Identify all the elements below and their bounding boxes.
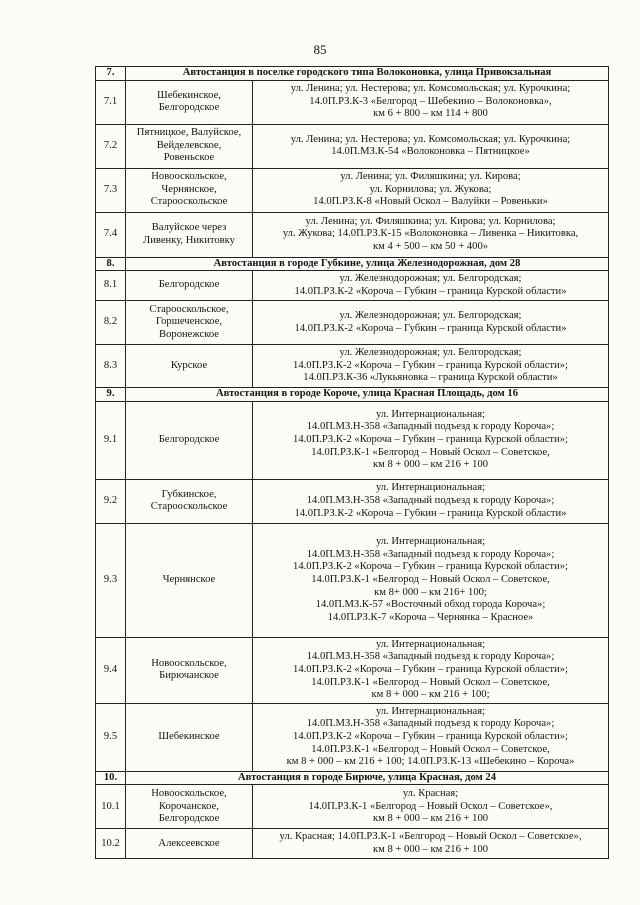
direction-cell <box>126 212 253 257</box>
route-line: ул. Железнодорожная; ул. Белгородская; <box>339 310 522 322</box>
direction-line: Алексеевское <box>158 837 220 849</box>
route-line: 14.0П.РЗ.К-1 «Белгород – Новый Оскол – Советское, <box>311 676 550 688</box>
direction-cell <box>126 271 253 301</box>
section-title: Автостанция в городе Короче, улица Красная Площадь, дом 16 <box>126 388 609 402</box>
direction-line: Шебекинское <box>158 730 220 742</box>
route-cell <box>253 703 609 771</box>
route-line: км 4 + 500 – км 50 + 400» <box>372 240 489 252</box>
route-line: ул. Корнилова; ул. Жукова; <box>369 183 492 195</box>
route-line: 14.0П.МЗ.К-54 «Волоконовка – Пятницкое» <box>331 146 530 158</box>
route-line: км 6 + 800 – км 114 + 800 <box>373 108 488 120</box>
row-number: 9.1 <box>96 401 126 479</box>
section-title: Автостанция в городе Бирюче, улица Красная, дом 24 <box>126 771 609 785</box>
direction-line: Чернянское, <box>161 183 217 195</box>
section-row <box>96 771 609 785</box>
route-line: ул. Ленина; ул. Филяшкина; ул. Кирова; ул. Корнилова; <box>305 215 556 227</box>
section-row <box>96 67 609 81</box>
row-number: 7.1 <box>96 80 126 124</box>
route-cell <box>253 271 609 301</box>
route-cell <box>253 124 609 168</box>
route-line: км 8 + 000 – км 216 + 100 <box>372 843 489 855</box>
direction-line: Бирючанское <box>159 670 219 682</box>
table-row <box>96 523 609 637</box>
direction-line: Валуйское через <box>151 222 227 233</box>
section-row <box>96 388 609 402</box>
row-number: 9.2 <box>96 479 126 523</box>
route-line: 14.0П.МЗ.Н-358 «Западный подъезд к городу Короча»; <box>306 651 555 663</box>
route-cell <box>253 212 609 257</box>
row-number: 10.1 <box>96 785 126 829</box>
route-line: 14.0П.РЗ.К-2 «Короча – Губкин – граница Курской области» <box>294 507 567 519</box>
route-line: 14.0П.РЗ.К-1 «Белгород – Новый Оскол – Советское, <box>311 573 550 585</box>
route-line: ул. Красная; <box>402 787 459 799</box>
route-line: ул. Жукова; 14.0П.РЗ.К-15 «Волоконовка – Ливенка – Никитовка, <box>282 228 579 240</box>
route-line: 14.0П.РЗ.К-2 «Короча – Губкин – граница Курской области»; <box>293 730 568 742</box>
section-title: Автостанция в поселке городского типа Волоконовка, улица Привокзальная <box>126 67 609 81</box>
table-row <box>96 637 609 703</box>
route-line: 14.0П.РЗ.К-2 «Короча – Губкин – граница Курской области»; <box>293 433 568 445</box>
route-line: ул. Красная; 14.0П.РЗ.К-1 «Белгород – Новый Оскол – Советское», <box>279 831 582 843</box>
route-line: ул. Интернациональная; <box>375 638 486 650</box>
table-row <box>96 301 609 345</box>
route-line: 14.0П.РЗ.К-3 «Белгород – Шебекино – Волоконовка», <box>309 95 552 107</box>
route-line: ул. Интернациональная; <box>375 408 486 420</box>
route-line: ул. Ленина; ул. Нестерова; ул. Комсомольская; ул. Курочкина; <box>290 83 571 95</box>
route-line: 14.0П.РЗ.К-7 «Короча – Чернянка – Красное» <box>327 611 534 623</box>
direction-line: Курское <box>170 359 208 371</box>
section-number: 7. <box>96 67 126 81</box>
table-row <box>96 401 609 479</box>
direction-line: Корочанское, <box>159 800 219 812</box>
route-line: 14.0П.РЗ.К-2 «Короча – Губкин – граница Курской области»; <box>293 663 568 675</box>
route-line: ул. Интернациональная; <box>375 536 486 548</box>
direction-line: Белгородское <box>158 279 220 291</box>
table-row <box>96 479 609 523</box>
route-line: 14.0П.РЗ.К-1 «Белгород – Новый Оскол – Советское, <box>311 743 550 755</box>
direction-cell <box>126 637 253 703</box>
route-line: ул. Ленина; ул. Нестерова; ул. Комсомольская; ул. Курочкина; <box>290 133 571 145</box>
direction-line: Ровеньское <box>163 152 215 164</box>
route-cell <box>253 301 609 345</box>
direction-line: Новооскольское, <box>151 787 227 799</box>
direction-cell <box>126 301 253 345</box>
table-row <box>96 785 609 829</box>
direction-line: Новооскольское, <box>151 657 227 669</box>
row-number: 8.3 <box>96 345 126 388</box>
route-cell <box>253 168 609 212</box>
route-line: ул. Ленина; ул. Филяшкина; ул. Кирова; <box>340 171 521 183</box>
direction-line: Старооскольское <box>150 196 228 208</box>
direction-line: Вейделевское, <box>156 139 222 151</box>
route-cell <box>253 829 609 859</box>
route-line: ул. Интернациональная; <box>375 482 486 494</box>
page-number: 85 <box>313 42 327 57</box>
route-line: км 8 + 000 – км 216 + 100; 14.0П.РЗ.К-13 «Шебекино – Короча» <box>286 756 575 768</box>
direction-cell <box>126 829 253 859</box>
row-number: 8.2 <box>96 301 126 345</box>
row-number: 7.3 <box>96 168 126 212</box>
section-number: 10. <box>96 771 126 785</box>
section-number: 8. <box>96 257 126 271</box>
route-line: км 8 + 000 – км 216 + 100 <box>372 459 489 471</box>
routes-table-body <box>96 67 609 859</box>
table-row <box>96 124 609 168</box>
direction-line: Чернянское <box>162 573 216 585</box>
route-cell <box>253 785 609 829</box>
table-row <box>96 212 609 257</box>
route-line: 14.0П.РЗ.К-2 «Короча – Губкин – граница Курской области» <box>294 285 567 297</box>
route-line: 14.0П.МЗ.Н-358 «Западный подъезд к городу Короча»; <box>306 421 555 433</box>
route-line: ул. Железнодорожная; ул. Белгородская; <box>339 347 522 359</box>
table-row <box>96 271 609 301</box>
row-number: 10.2 <box>96 829 126 859</box>
direction-line: Пятницкое, Валуйское, <box>136 127 242 139</box>
table-row <box>96 829 609 859</box>
route-line: 14.0П.РЗ.К-8 «Новый Оскол – Валуйки – Ровеньки» <box>313 196 548 208</box>
direction-cell <box>126 479 253 523</box>
direction-line: Старооскольское, <box>149 303 229 315</box>
row-number: 8.1 <box>96 271 126 301</box>
route-line: км 8 + 000 – км 216 + 100 <box>372 813 489 825</box>
direction-cell <box>126 401 253 479</box>
route-cell <box>253 345 609 388</box>
table-row <box>96 80 609 124</box>
direction-cell <box>126 345 253 388</box>
route-line: 14.0П.МЗ.К-57 «Восточный обход города Короча»; <box>315 599 546 611</box>
direction-cell <box>126 785 253 829</box>
routes-table <box>95 66 609 859</box>
section-title: Автостанция в городе Губкине, улица Железнодорожная, дом 28 <box>126 257 609 271</box>
route-line: км 8+ 000 – км 216+ 100; <box>374 586 487 598</box>
route-cell <box>253 401 609 479</box>
table-row <box>96 168 609 212</box>
direction-cell <box>126 523 253 637</box>
direction-line: Белгородское <box>158 102 220 114</box>
route-line: 14.0П.МЗ.Н-358 «Западный подъезд к городу Короча»; <box>306 494 555 506</box>
section-row <box>96 257 609 271</box>
route-line: 14.0П.РЗ.К-2 «Короча – Губкин – граница Курской области»; <box>293 359 568 371</box>
direction-line: Шебекинское, <box>157 89 221 101</box>
direction-cell <box>126 703 253 771</box>
row-number: 7.4 <box>96 212 126 257</box>
table-row <box>96 703 609 771</box>
row-number: 9.4 <box>96 637 126 703</box>
direction-line: Белгородское <box>158 433 220 445</box>
direction-line: Новооскольское, <box>151 171 227 183</box>
route-cell <box>253 637 609 703</box>
direction-cell <box>126 168 253 212</box>
direction-line: Губкинское, <box>161 488 217 500</box>
route-line: 14.0П.РЗ.К-2 «Короча – Губкин – граница Курской области»; <box>293 561 568 573</box>
route-cell <box>253 80 609 124</box>
route-line: 14.0П.МЗ.Н-358 «Западный подъезд к городу Короча»; <box>306 718 555 730</box>
route-line: 14.0П.МЗ.Н-358 «Западный подъезд к городу Короча»; <box>306 548 555 560</box>
route-cell <box>253 523 609 637</box>
route-line: ул. Железнодорожная; ул. Белгородская; <box>339 273 522 285</box>
route-line: 14.0П.РЗ.К-2 «Короча – Губкин – граница Курской области» <box>294 322 567 334</box>
route-line: 14.0П.РЗ.К-36 «Лукьяновка – граница Курской области» <box>303 372 558 384</box>
row-number: 7.2 <box>96 124 126 168</box>
table-row <box>96 345 609 388</box>
route-line: ул. Интернациональная; <box>375 705 486 717</box>
direction-line: Старооскольское <box>150 501 228 513</box>
route-cell <box>253 479 609 523</box>
direction-cell <box>126 80 253 124</box>
direction-line: Ливенку, Никитовку <box>143 234 235 246</box>
direction-line: Воронежское <box>159 328 219 340</box>
route-line: 14.0П.РЗ.К-1 «Белгород – Новый Оскол – Советское», <box>308 800 553 812</box>
section-number: 9. <box>96 388 126 402</box>
direction-line: Белгородское <box>158 813 220 825</box>
direction-cell <box>126 124 253 168</box>
direction-line: Горшеченское, <box>155 316 223 328</box>
route-line: км 8 + 000 – км 216 + 100; <box>371 689 490 701</box>
route-line: 14.0П.РЗ.К-1 «Белгород – Новый Оскол – Советское, <box>311 446 550 458</box>
row-number: 9.5 <box>96 703 126 771</box>
row-number: 9.3 <box>96 523 126 637</box>
